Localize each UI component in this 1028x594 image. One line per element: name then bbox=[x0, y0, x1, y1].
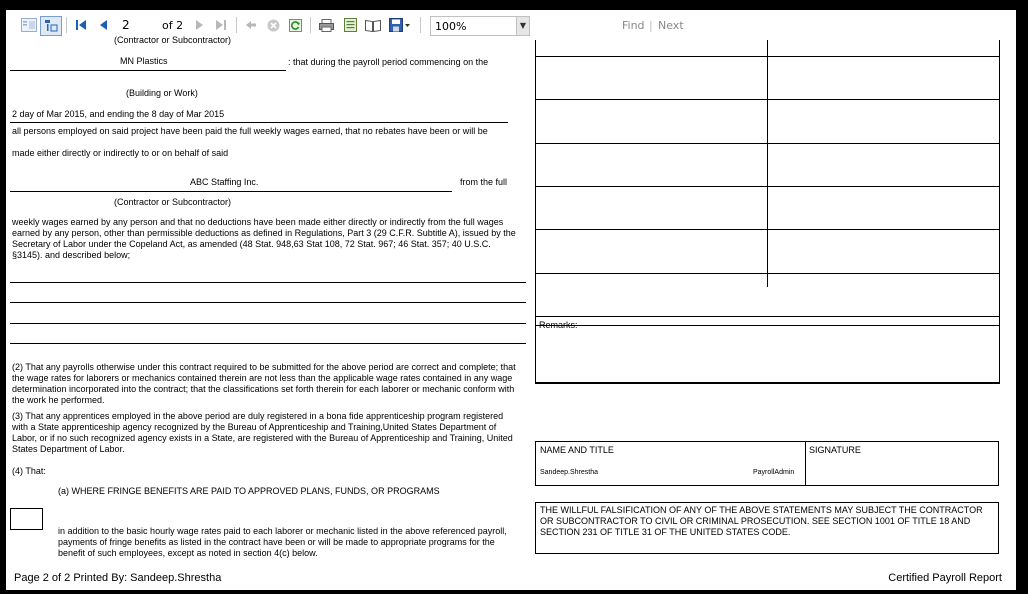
paragraph-4-label: (4) That: bbox=[12, 466, 46, 476]
grid-row-line bbox=[535, 229, 1000, 230]
stop-icon[interactable] bbox=[266, 16, 280, 34]
grid-row-line bbox=[535, 56, 1000, 57]
paragraph-2: (2) That any payrolls otherwise under this contract required to be submitted for the above period are correct and complete; that the wage rates for laborers or mechanics contained therein are not less than the applicable wage rates contained in any wage determination incorporated into the contract; that the classifications set forth therein for each laborer or mechanic conform with the work he performed. bbox=[12, 362, 516, 405]
made-text: made either directly or indirectly to or on behalf of said bbox=[12, 148, 229, 158]
parameters-icon[interactable] bbox=[40, 16, 62, 36]
refresh-icon[interactable] bbox=[288, 16, 302, 34]
signer-title: PayrollAdmin bbox=[753, 469, 795, 476]
staffing-name: ABC Staffing Inc. bbox=[190, 177, 259, 187]
toolbar-separator bbox=[420, 17, 421, 33]
export-save-icon[interactable] bbox=[388, 16, 412, 34]
footer-report-title: Certified Payroll Report bbox=[888, 572, 1002, 584]
contractor-label-top: (Contractor or Subcontractor) bbox=[114, 35, 232, 45]
paragraph-3: (3) That any apprentices employed in the above period are duly registered in a bona fide apprenticeship program registered with a State apprenticeship agency recognized by the Bureau of Apprenticeship and Training,United States Department of Labor, or if no such recognized agency exists in a State, are registered with the Bureau of Apprenticeship and Training, United States Department of Labor. bbox=[12, 411, 513, 454]
toolbar-separator bbox=[66, 17, 67, 33]
during-text: : that during the payroll period commencing on the bbox=[288, 57, 489, 67]
description-line-2 bbox=[10, 302, 526, 303]
signature-divider bbox=[805, 441, 806, 486]
fringe-heading: (a) WHERE FRINGE BENEFITS ARE PAID TO APPROVED PLANS, FUNDS, OR PROGRAMS bbox=[58, 486, 440, 496]
date-line bbox=[10, 122, 508, 123]
from-full-text: from the full bbox=[460, 177, 508, 187]
paid-text: all persons employed on said project have been paid the full weekly wages earned, that no rebates have been or will be bbox=[12, 126, 488, 136]
toolbar-separator bbox=[236, 17, 237, 33]
grid-row-line bbox=[535, 99, 1000, 100]
remarks-label: Remarks: bbox=[539, 320, 578, 330]
fringe-checkbox[interactable] bbox=[10, 508, 43, 530]
name-title-label: NAME AND TITLE bbox=[540, 445, 614, 455]
print-icon[interactable] bbox=[318, 16, 334, 34]
warning-text: THE WILLFUL FALSIFICATION OF ANY OF THE ABOVE STATEMENTS MAY SUBJECT THE CONTRACTOR OR SUBCONTRACTOR TO CIVIL OR CRIMINAL PROSECUTION. SEE SECTION 1001 OF TITLE 18 AND SECTION 231 OF TITLE 31 OF THE UNITED STATES CODE. bbox=[540, 505, 983, 537]
report-page bbox=[6, 35, 1016, 590]
page-count: of 2 bbox=[162, 19, 184, 32]
signature-label: SIGNATURE bbox=[809, 445, 861, 455]
remarks-box bbox=[535, 316, 1000, 384]
report-viewer bbox=[6, 10, 1016, 590]
grid-divider bbox=[767, 40, 768, 287]
next-page-icon[interactable] bbox=[194, 16, 206, 34]
page-number-input[interactable] bbox=[120, 17, 162, 33]
date-range: 2 day of Mar 2015, and ending the 8 day of Mar 2015 bbox=[12, 109, 225, 119]
company-line bbox=[10, 70, 286, 71]
last-page-icon[interactable] bbox=[214, 16, 228, 34]
contractor-label: (Contractor or Subcontractor) bbox=[114, 197, 232, 207]
fringe-text: in addition to the basic hourly wage rates paid to each laborer or mechanic listed in the above referenced payroll, payments of fringe benefits as listed in the contract have been or will be made to appropriate programs for the benefit of such employees, except as noted in section 4(c) below. bbox=[58, 526, 507, 558]
company-name: MN Plastics bbox=[120, 56, 168, 66]
footer-page-info: Page 2 of 2 Printed By: Sandeep.Shrestha bbox=[14, 572, 222, 584]
find-link[interactable]: Find bbox=[622, 19, 645, 32]
print-layout-icon[interactable] bbox=[342, 16, 358, 34]
signer-name: Sandeep.Shrestha bbox=[540, 469, 598, 476]
grid-row-line bbox=[535, 273, 1000, 274]
first-page-icon[interactable] bbox=[74, 16, 88, 34]
next-link[interactable]: Next bbox=[658, 19, 684, 32]
description-line-3 bbox=[10, 323, 526, 324]
page-setup-icon[interactable] bbox=[364, 16, 382, 34]
zoom-select[interactable] bbox=[430, 16, 530, 36]
building-label: (Building or Work) bbox=[126, 88, 198, 98]
find-separator: | bbox=[649, 19, 653, 32]
staffing-line bbox=[10, 191, 452, 192]
toolbar-separator bbox=[310, 17, 311, 33]
previous-page-icon[interactable] bbox=[96, 16, 110, 34]
chevron-down-icon[interactable]: ▼ bbox=[516, 17, 529, 35]
zoom-value: 100% bbox=[435, 20, 467, 33]
grid-row-line bbox=[535, 143, 1000, 144]
back-icon[interactable] bbox=[244, 16, 258, 34]
document-map-icon[interactable] bbox=[20, 16, 38, 34]
description-line-4 bbox=[10, 343, 526, 344]
description-line-1 bbox=[10, 282, 526, 283]
grid-row-line bbox=[535, 186, 1000, 187]
weekly-text: weekly wages earned by any person and that no deductions have been made either directly or indirectly from the full wages earned by any person, other than permissible deductions as defined in Regulations, Part 3 (29 C.F.R. Subtitle A), issued by the Secretary of Labor under the Copeland Act, as amended (48 Stat. 948,63 Stat 108, 72 Stat. 967; 46 Stat. 357; 40 U.S.C. §3145). and described below; bbox=[12, 217, 516, 260]
